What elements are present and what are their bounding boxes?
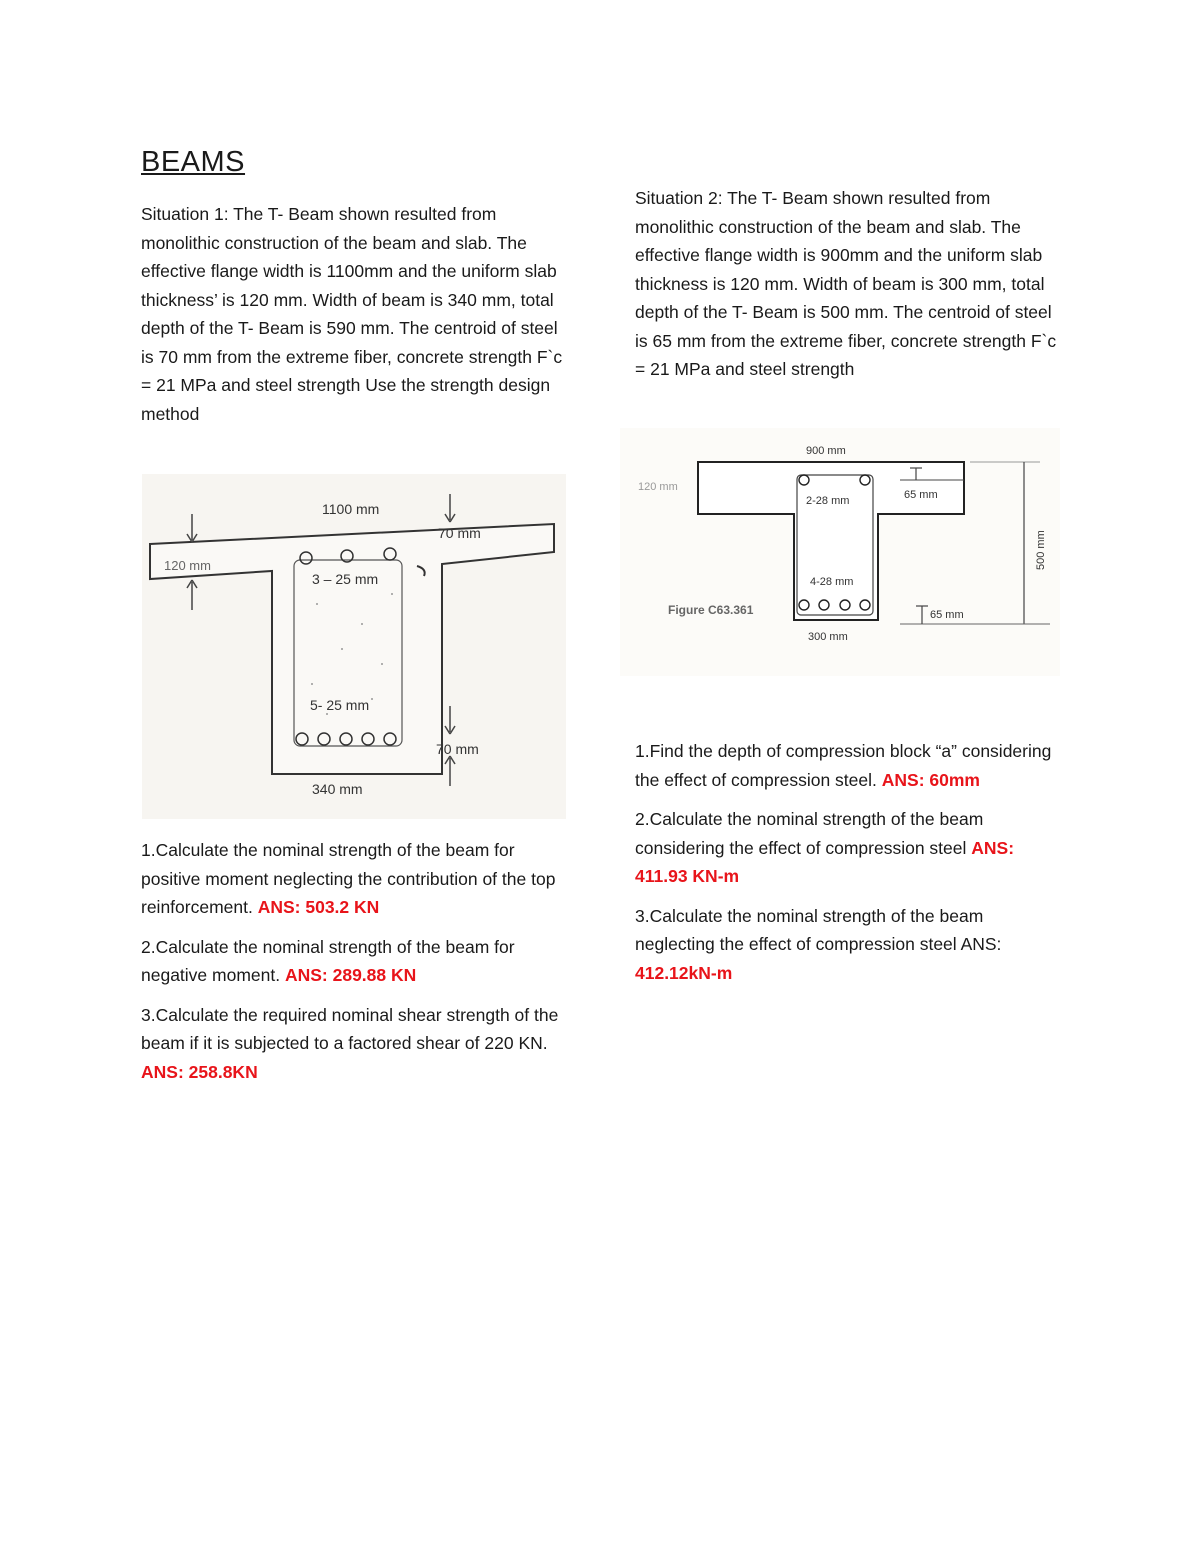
web-width-label: 340 mm: [312, 781, 363, 797]
top-cover-label: 65 mm: [904, 489, 938, 501]
situation-1-figure: [142, 474, 566, 819]
situation-1-label: Situation 1:: [141, 204, 229, 224]
situation-2-description: The T- Beam shown resulted from monolithic construction of the beam and slab. The effective flange width is 900mm and the uniform slab thickness is 120 mm. Width of beam is 300 mm, total depth of the T- Beam is 500 mm. The centroid of steel is 65 mm from the extreme fiber, concrete strength F`c = 21 MPa and steel strength: [635, 188, 1057, 379]
situation-1-text: [141, 200, 571, 428]
s1-question-2: [141, 933, 571, 990]
flange-width-label: 1100 mm: [322, 501, 380, 517]
situation-1-questions: [141, 836, 571, 1086]
s1-answer-3: ANS: 258.8KN: [141, 1061, 258, 1082]
situation-2-text: [635, 184, 1065, 384]
s2-question-3: [635, 902, 1065, 988]
s1-answer-1: ANS: 503.2 KN: [257, 897, 380, 917]
s1-answer-2: ANS: 289.88 KN: [284, 965, 417, 985]
s2-question-2-text: 2.Calculate the nominal strength of the beam considering the effect of compression steel: [635, 809, 984, 858]
situation-2-block: [635, 184, 1065, 384]
bottom-bars-label: 5- 25 mm: [310, 697, 370, 713]
page-title: BEAMS: [141, 146, 246, 178]
s1-question-3-text: 3.Calculate the required nominal shear strength of the beam if it is subjected to a factored shear of 220 KN.: [141, 1004, 559, 1053]
web-width-label: 300 mm: [808, 631, 848, 643]
s2-answer-3: 412.12kN-m: [635, 962, 733, 983]
bottom-cover-label: 65 mm: [930, 609, 964, 621]
s1-question-1: [141, 836, 571, 922]
s2-question-1-text: 1.Find the depth of compression block “a” considering the effect of compression steel.: [635, 741, 1052, 790]
s2-answer-2: ANS: 411.93 KN-m: [635, 837, 1015, 886]
top-bars-label: 2-28 mm: [806, 495, 850, 507]
situation-2-figure: [620, 428, 1060, 676]
s2-question-3-text: 3.Calculate the nominal strength of the beam neglecting the effect of compression steel ANS:: [635, 905, 1002, 954]
situation-1-description: The T- Beam shown resulted from monolithic construction of the beam and slab. The effective flange width is 1100mm and the uniform slab thickness’ is 120 mm. Width of beam is 340 mm, total depth of the T- Beam is 590 mm. The centroid of steel is 70 mm from the extreme fiber, concrete strength F`c = 21 MPa and steel strength Use the strength design method: [141, 204, 563, 424]
bottom-bars-label: 4-28 mm: [810, 576, 854, 588]
situation-2-label: Situation 2:: [635, 188, 723, 208]
s2-question-1: [635, 737, 1065, 794]
top-cover-label: 70 mm: [438, 525, 481, 541]
flange-width-label: 900 mm: [806, 445, 846, 457]
s1-question-1-text: 1.Calculate the nominal strength of the beam for positive moment neglecting the contribution of the top reinforcement.: [141, 840, 556, 917]
bottom-cover-label: 70 mm: [436, 741, 479, 757]
slab-thickness-label: 120 mm: [164, 558, 211, 573]
s2-answer-1: ANS: 60mm: [881, 769, 980, 790]
situation-1-block: [141, 200, 571, 428]
slab-thickness-label: 120 mm: [638, 481, 678, 493]
situation-2-questions: [635, 737, 1065, 987]
s1-question-2-text: 2.Calculate the nominal strength of the beam for negative moment.: [141, 936, 515, 985]
total-depth-label: 500 mm: [1035, 530, 1047, 570]
s1-question-3: [141, 1001, 571, 1087]
s2-question-2: [635, 805, 1065, 891]
top-bars-label: 3 – 25 mm: [312, 571, 379, 587]
figure-caption: Figure C63.361: [668, 603, 754, 617]
